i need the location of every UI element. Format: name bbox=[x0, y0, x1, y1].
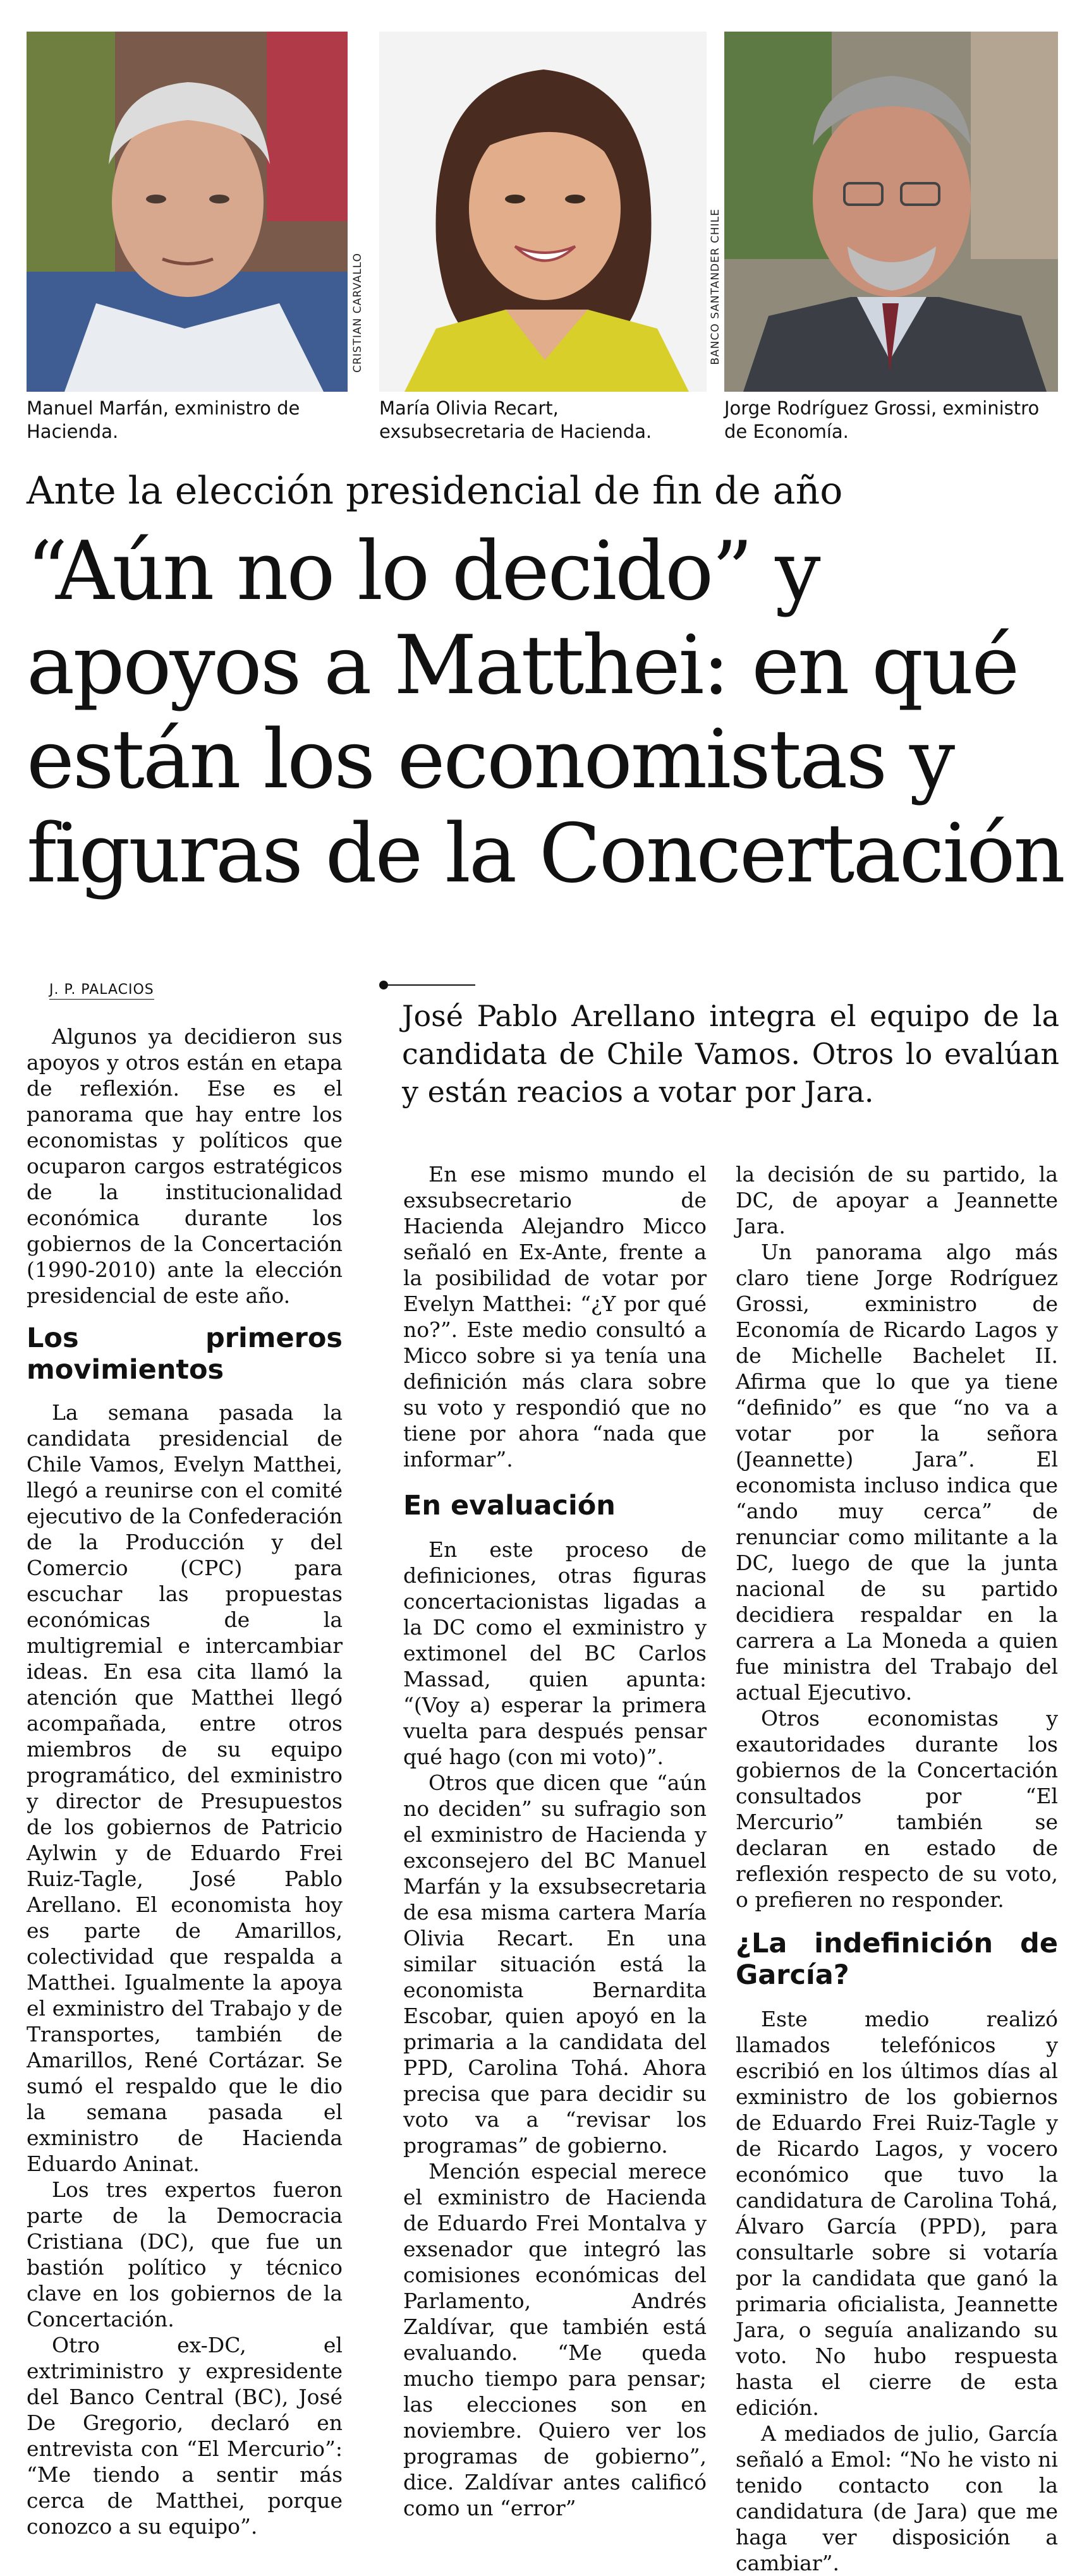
paragraph: Otro ex-DC, el extriministro y expresidente del Banco Central (BC), José De Gregorio, declaró en entrevista con “El Mercurio”: “Me tiendo a sentir más cerca de Matthei, porque conozco a su equipo”. bbox=[27, 2333, 343, 2539]
kicker: Ante la elección presidencial de fin de año bbox=[27, 469, 843, 513]
paragraph: Un panorama algo más claro tiene Jorge Rodríguez Grossi, exministro de Economía de Ricardo Lagos y de Michelle Bachelet II. Afirma que lo que ya tiene “definido” es que “no va a votar por la señora (Jeannette) Jara”. El economista incluso indica que “ando muy cerca” de renunciar como militante a la DC, luego de que la junta nacional de su partido decidiera respaldar en la carrera a La Moneda a quien fue ministra del Trabajo del actual Ejecutivo. bbox=[736, 1240, 1058, 1705]
subheading-primeros-movimientos: Los primeros movimientos bbox=[27, 1322, 343, 1386]
subheading-en-evaluacion: En evaluación bbox=[403, 1490, 616, 1521]
paragraph: En ese mismo mundo el exsubsecretario de Hacienda Alejandro Micco señaló en Ex-Ante, frente a la posibilidad de votar por Evelyn Matthei: “¿Y por qué no?”. Este medio consultó a Micco sobre si ya tenía una definición más clara sobre su voto y respondió que no tiene por ahora “nada que informar”. bbox=[403, 1162, 707, 1472]
photo-manuel-marfan bbox=[27, 32, 348, 392]
photo-jorge-rodriguez-grossi bbox=[724, 32, 1058, 392]
article-column-3 bbox=[736, 1161, 1058, 2576]
photo-credit-cristian-carvallo: CRISTIAN CARVALLO bbox=[351, 253, 364, 373]
byline: J. P. PALACIOS bbox=[49, 982, 154, 1000]
paragraph: En este proceso de definiciones, otras figuras concertacionistas ligadas a la DC como el exministro y extimonel del BC Carlos Massad, quien apunta: “(Voy a) esperar la primera vuelta para después pensar qué hago (con mi voto)”. bbox=[403, 1537, 707, 1769]
caption-marfan: Manuel Marfán, exministro de Hacienda. bbox=[27, 397, 300, 442]
paragraph: Los tres expertos fueron parte de la Democracia Cristiana (DC), que fue un bastión político y técnico clave en los gobiernos de la Concertación. bbox=[27, 2177, 343, 2331]
paragraph: Otros economistas y exautoridades durante los gobiernos de la Concertación consultados por “El Mercurio” también se declaran en estado de reflexión respecto de su voto, o prefieren no responder. bbox=[736, 1706, 1058, 1912]
caption-rodriguez: Jorge Rodríguez Grossi, exministro de Economía. bbox=[724, 397, 1040, 442]
pull-quote: José Pablo Arellano integra el equipo de la candidata de Chile Vamos. Otros lo evalúan y están reacios a votar por Jara. bbox=[402, 999, 1059, 1109]
headline: “Aún no lo decido” y apoyos a Matthei: en qué están los economistas y figuras de la Concertación bbox=[27, 524, 1064, 901]
photo-credit-banco-santander: BANCO SANTANDER CHILE bbox=[709, 209, 722, 365]
pull-quote-rule bbox=[387, 984, 475, 986]
paragraph: Otros que dicen que “aún no deciden” su sufragio son el exministro de Hacienda y exconsejero del BC Manuel Marfán y la exsubsecretaria de esa misma cartera María Olivia Recart. En una similar situación está la economista Bernardita Escobar, quien apoyó en la primaria a la candidata del PPD, Carolina Tohá. Ahora precisa que para decidir su voto va a “revisar los programas” de gobierno. bbox=[403, 1770, 707, 2158]
subheading-indefinicion-garcia: ¿La indefinición de García? bbox=[736, 1928, 1058, 1991]
photo-maria-olivia-recart bbox=[379, 32, 707, 392]
paragraph: Este medio realizó llamados telefónicos y escribió en los últimos días al exministro de los gobiernos de Eduardo Frei Ruiz-Tagle y de Ricardo Lagos, y vocero económico que tuvo la candidatura de Carolina Tohá, Álvaro García (PPD), para consultarle sobre si votaría por la candidata que ganó la primaria oficialista, Jeannette Jara, o seguía analizando su voto. No hubo respuesta hasta el cierre de esta edición. bbox=[736, 2007, 1058, 2420]
article-column-1 bbox=[27, 1024, 343, 2539]
paragraph: La semana pasada la candidata presidencial de Chile Vamos, Evelyn Matthei, llegó a reunirse con el comité ejecutivo de la Confederación de la Producción y del Comercio (CPC) para escuchar las propuestas económicas de la multigremial e intercambiar ideas. En esa cita llamó la atención que Matthei llegó acompañada, entre otros miembros de su equipo programático, del exministro y director de Presupuestos de los gobiernos de Patricio Aylwin y de Eduardo Frei Ruiz-Tagle, José Pablo Arellano. El economista hoy es parte de Amarillos, colectividad que respalda a Matthei. Igualmente la apoya el exministro del Trabajo y de Transportes, también de Amarillos, René Cortázar. Se sumó el respaldo que le dio la semana pasada el exministro de Hacienda Eduardo Aninat. bbox=[27, 1400, 343, 2176]
caption-recart: María Olivia Recart, exsubsecretaria de Hacienda. bbox=[379, 397, 652, 442]
paragraph-continued: la decisión de su partido, la DC, de apoyar a Jeannette Jara. bbox=[736, 1162, 1058, 1238]
paragraph: A mediados de julio, García señaló a Emol: “No he visto ni tenido contacto con la candidatura (de Jara) que me haga ver disposición a cambiar”. bbox=[736, 2421, 1058, 2575]
paragraph: Algunos ya decidieron sus apoyos y otros están en etapa de reflexión. Ese es el panorama que hay entre los economistas y políticos que ocuparon cargos estratégicos de la institucionalidad económica durante los gobiernos de la Concertación (1990-2010) ante la elección presidencial de este año. bbox=[27, 1024, 343, 1308]
article-column-2 bbox=[403, 1161, 707, 2521]
paragraph: Mención especial merece el exministro de Hacienda de Eduardo Frei Montalva y exsenador que integró las comisiones económicas del Parlamento, Andrés Zaldívar, que también está evaluando. “Me queda mucho tiempo para pensar; las elecciones son en noviembre. Quiero ver los programas de gobierno”, dice. Zaldívar antes calificó como un “error” bbox=[403, 2159, 707, 2520]
